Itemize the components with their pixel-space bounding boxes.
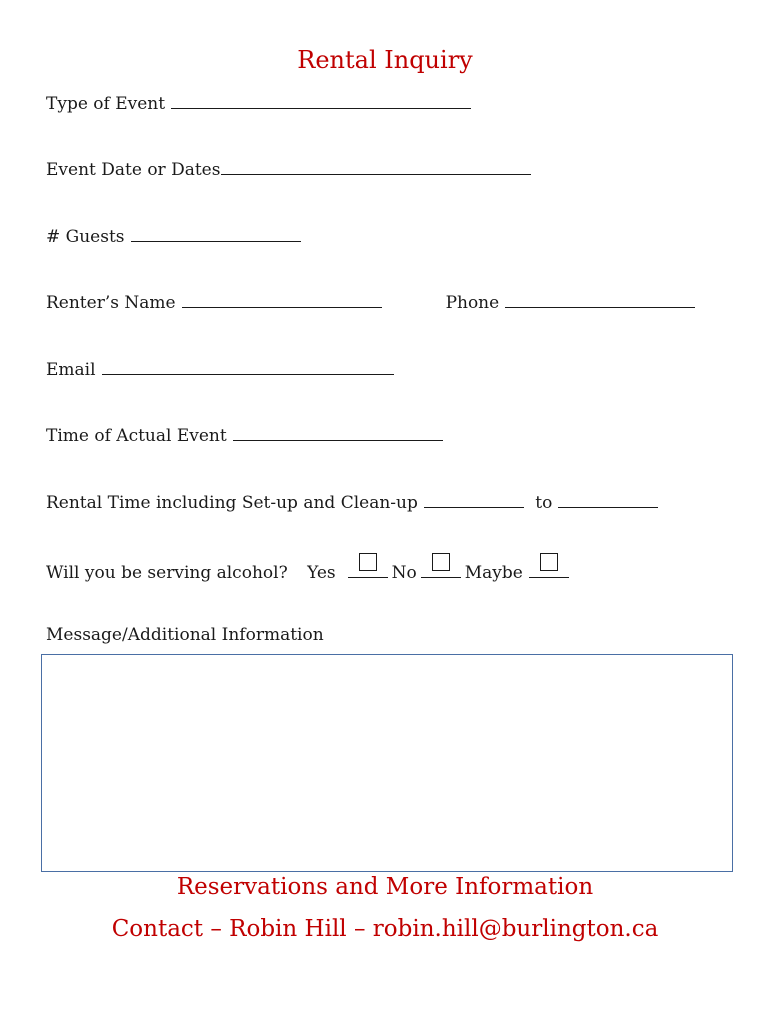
alcohol-yes-checkbox[interactable]: [359, 553, 377, 571]
rental-end-field[interactable]: [558, 491, 658, 508]
event-dates-label: Event Date or Dates: [46, 160, 221, 180]
alcohol-maybe-checkbox[interactable]: [540, 553, 558, 571]
actual-time-field[interactable]: [233, 424, 443, 441]
guests-field[interactable]: [131, 225, 301, 242]
alcohol-yes-option: [348, 557, 388, 578]
renter-name-label: Renter’s Name: [46, 293, 176, 313]
rental-time-label: Rental Time including Set-up and Clean-up: [46, 493, 418, 513]
actual-time-label: Time of Actual Event: [46, 426, 227, 446]
footer-contact: Contact – Robin Hill – robin.hill@burlington.ca: [111, 916, 659, 942]
event-dates-field[interactable]: [221, 158, 531, 175]
renter-name-field[interactable]: [182, 291, 382, 308]
phone-field[interactable]: [505, 291, 695, 308]
event-type-field[interactable]: [171, 92, 471, 109]
email-field[interactable]: [102, 358, 394, 375]
rental-time-row: [46, 491, 658, 514]
alcohol-no-label: No: [391, 563, 417, 583]
alcohol-question: Will you be serving alcohol?: [46, 563, 288, 583]
rental-time-to: to: [535, 493, 553, 513]
alcohol-row: [46, 557, 573, 584]
alcohol-no-checkbox[interactable]: [432, 553, 450, 571]
guests-label: # Guests: [46, 227, 125, 247]
actual-time-row: [46, 424, 443, 447]
rental-start-field[interactable]: [424, 491, 524, 508]
email-row: [46, 358, 394, 381]
message-label-row: [46, 624, 324, 646]
alcohol-no-option: [421, 557, 461, 578]
alcohol-maybe-option: [529, 557, 569, 578]
email-label: Email: [46, 360, 96, 380]
alcohol-yes-label: Yes: [307, 563, 336, 583]
event-dates-row: [46, 158, 531, 181]
phone-label: Phone: [445, 293, 500, 313]
event-type-label: Type of Event: [46, 94, 166, 114]
renter-row: [46, 291, 695, 314]
message-textbox[interactable]: [41, 654, 733, 872]
guests-row: [46, 225, 301, 248]
message-label: Message/Additional Information: [46, 625, 324, 645]
footer-heading: Reservations and More Information: [176, 874, 594, 900]
alcohol-maybe-label: Maybe: [464, 563, 523, 583]
event-type-row: [46, 92, 471, 115]
form-title: Rental Inquiry: [297, 46, 473, 74]
